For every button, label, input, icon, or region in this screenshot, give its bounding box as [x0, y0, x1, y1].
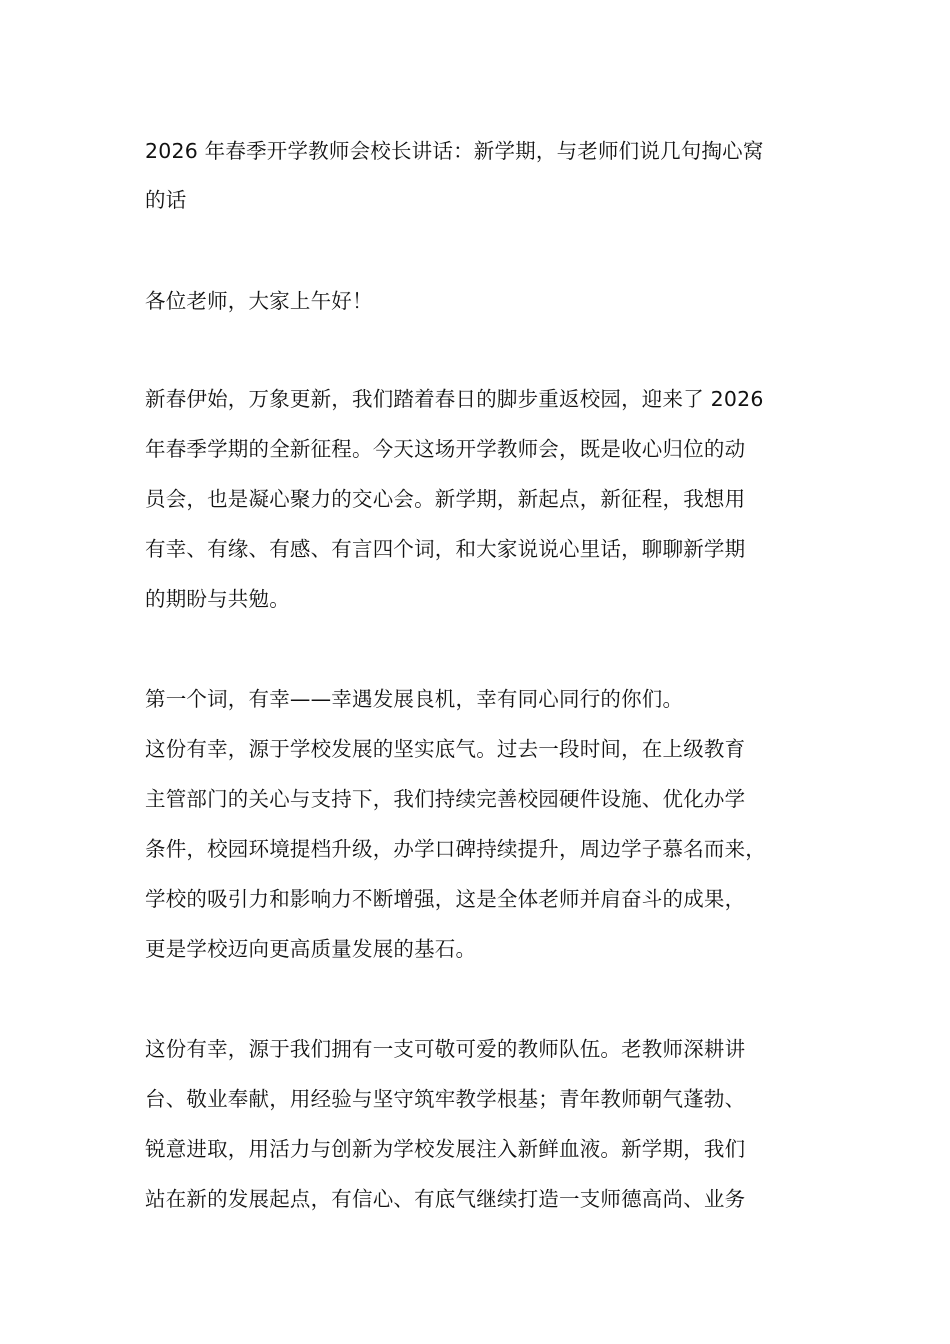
paragraph-2-line-4: 学校的吸引力和影响力不断增强，这是全体老师并肩奋斗的成果，: [145, 887, 746, 911]
paragraph-3-line-3: 锐意进取，用活力与创新为学校发展注入新鲜血液。新学期，我们: [145, 1137, 746, 1161]
paragraph-3-line-1: 这份有幸，源于我们拥有一支可敬可爱的教师队伍。老教师深耕讲: [145, 1037, 746, 1061]
paragraph-2-line-1: 这份有幸，源于学校发展的坚实底气。过去一段时间，在上级教育: [145, 737, 746, 761]
paragraph-2-line-2: 主管部门的关心与支持下，我们持续完善校园硬件设施、优化办学: [145, 787, 746, 811]
paragraph-1-line-2: 年春季学期的全新征程。今天这场开学教师会，既是收心归位的动: [145, 437, 746, 461]
paragraph-1-line-1: 新春伊始，万象更新，我们踏着春日的脚步重返校园，迎来了 2026: [145, 387, 764, 411]
paragraph-1-line-4: 有幸、有缘、有感、有言四个词，和大家说说心里话，聊聊新学期: [145, 537, 746, 561]
paragraph-3-line-2: 台、敬业奉献，用经验与坚守筑牢教学根基；青年教师朝气蓬勃、: [145, 1087, 746, 1111]
document-title-line-2: 的话: [145, 188, 187, 212]
paragraph-2-line-5: 更是学校迈向更高质量发展的基石。: [145, 937, 477, 961]
section-1-heading: 第一个词，有幸——幸遇发展良机，幸有同心同行的你们。: [145, 687, 684, 711]
paragraph-2-line-3: 条件，校园环境提档升级，办学口碑持续提升，周边学子慕名而来，: [145, 837, 766, 861]
paragraph-3-line-4: 站在新的发展起点，有信心、有底气继续打造一支师德高尚、业务: [145, 1187, 746, 1211]
document-title-line-1: 2026 年春季开学教师会校长讲话：新学期，与老师们说几句掏心窝: [145, 139, 764, 163]
greeting: 各位老师，大家上午好！: [145, 289, 373, 313]
paragraph-1-line-5: 的期盼与共勉。: [145, 587, 290, 611]
paragraph-1-line-3: 员会，也是凝心聚力的交心会。新学期，新起点，新征程，我想用: [145, 487, 746, 511]
